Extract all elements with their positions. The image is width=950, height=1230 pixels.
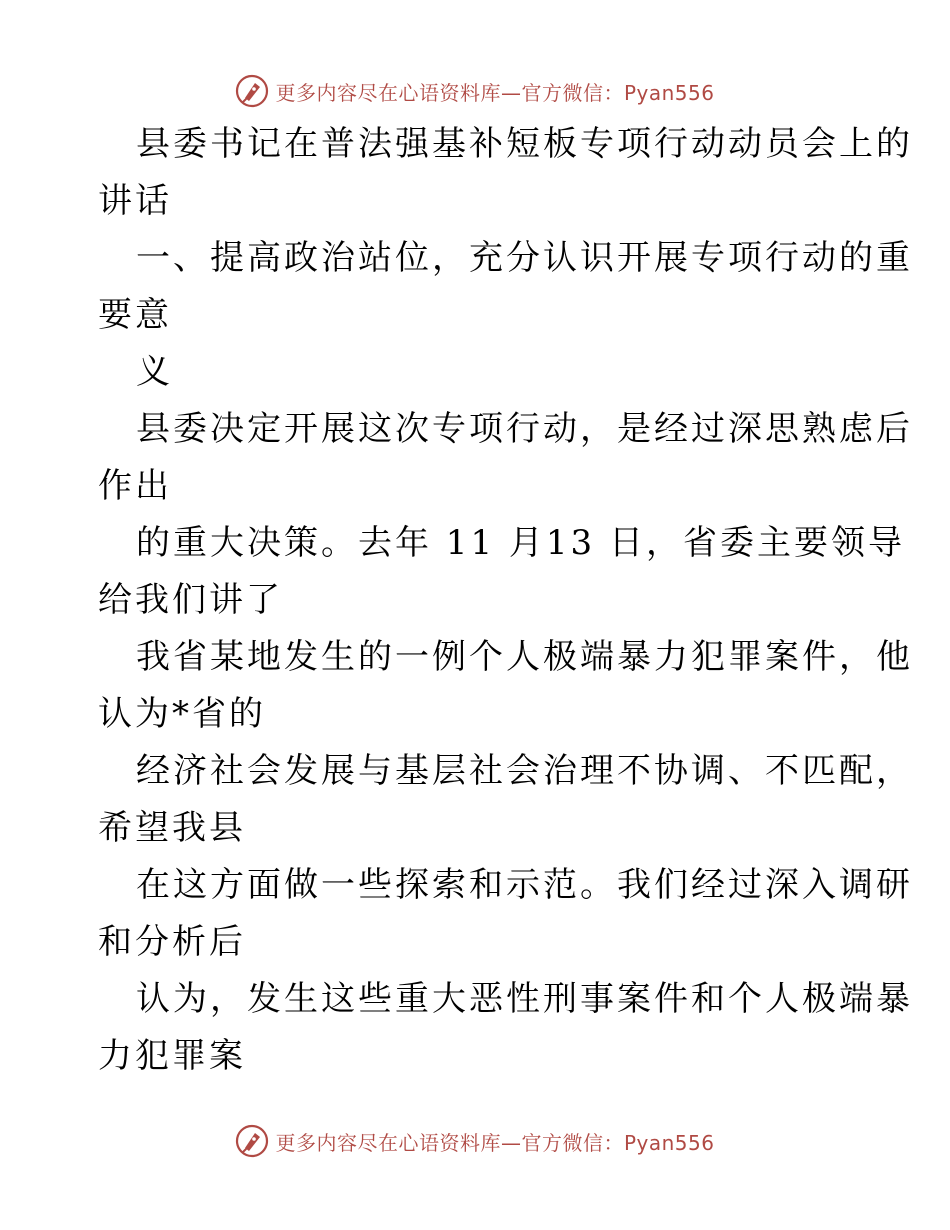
document-body — [98, 116, 913, 1085]
text-line: 认为，发生这些重大恶性刑事案件和个人极端暴 — [136, 979, 913, 1019]
watermark-text: 更多内容尽在心语资料库—官方微信：Pyan556 — [275, 1130, 715, 1155]
text-line: 力犯罪案 — [98, 1036, 246, 1076]
text-line: 县委决定开展这次专项行动，是经过深思熟虑后 — [136, 409, 913, 449]
text-line: 我省某地发生的一例个人极端暴力犯罪案件，他 — [136, 637, 913, 677]
text-line: 要意 — [98, 295, 172, 335]
header-watermark — [0, 71, 950, 111]
text-line: 给我们讲了 — [98, 580, 283, 620]
text-line: 在这方面做一些探索和示范。我们经过深入调研 — [136, 865, 913, 905]
footer-watermark — [0, 1121, 950, 1161]
text-line: 作出 — [98, 466, 172, 506]
text-line: 县委书记在普法强基补短板专项行动动员会上的 — [136, 124, 913, 164]
text-line: 讲话 — [98, 181, 172, 221]
text-line: 和分析后 — [98, 922, 246, 962]
text-line: 经济社会发展与基层社会治理不协调、不匹配， — [136, 751, 913, 791]
text-line: 的重大决策。去年 11 月13 日，省委主要领导 — [136, 523, 905, 563]
pen-nib-logo-icon — [235, 1124, 269, 1158]
watermark-text: 更多内容尽在心语资料库—官方微信：Pyan556 — [275, 80, 715, 105]
text-line: 一、提高政治站位，充分认识开展专项行动的重 — [136, 238, 913, 278]
text-line: 义 — [136, 352, 173, 392]
pen-nib-logo-icon — [235, 74, 269, 108]
text-line: 希望我县 — [98, 808, 246, 848]
text-line: 认为*省的 — [98, 694, 266, 734]
